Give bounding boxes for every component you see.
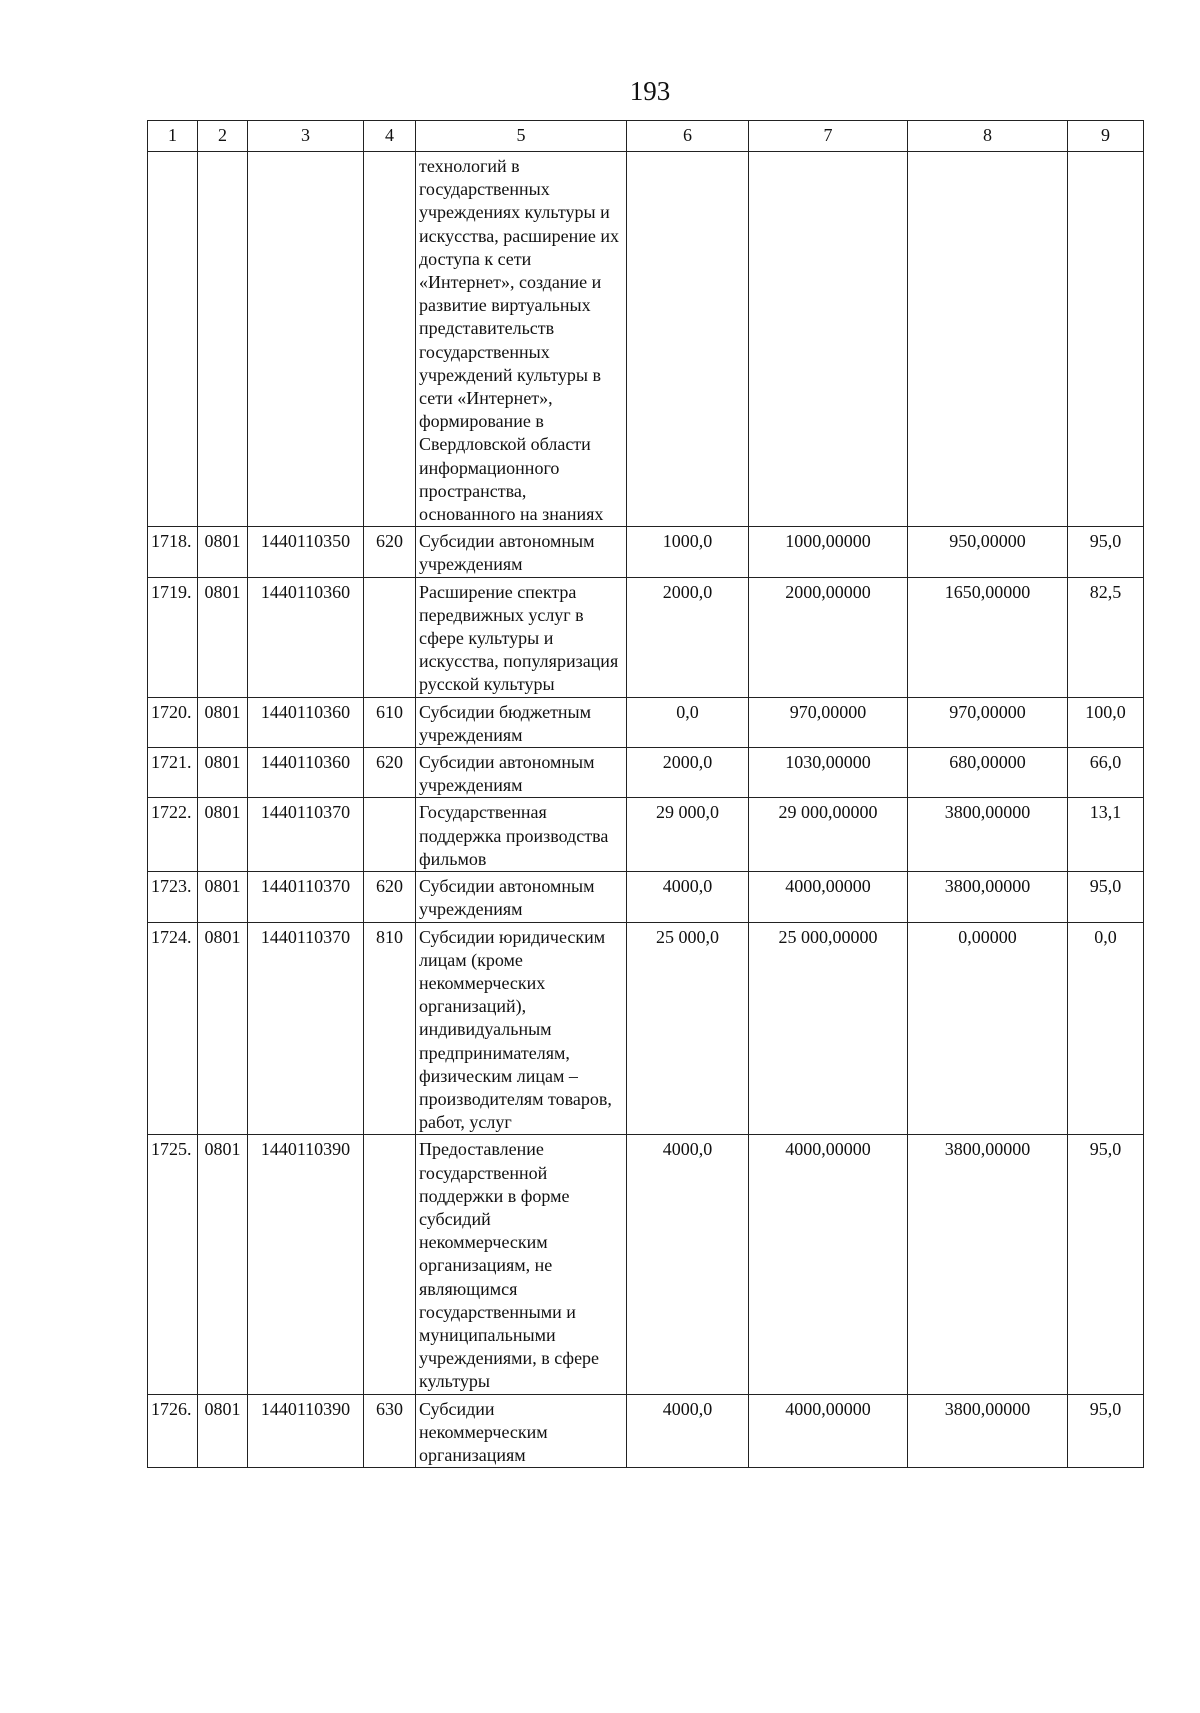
- item-name: Субсидии некоммерческим организациям: [416, 1394, 627, 1468]
- expense-type-code: [364, 152, 416, 527]
- item-name: технологий в государственных учреждениях культуры и искусства, расширение их доступа к сети «Интернет», создание и развитие виртуальных представительств государственных учреждений культуры в сети «Интернет», формирование в Свердловской области информационного пространства, основанного на знаниях: [416, 152, 627, 527]
- item-name: Расширение спектра передвижных услуг в сфере культуры и искусства, популяризация русской культуры: [416, 577, 627, 697]
- table-row: [148, 748, 1144, 798]
- refined-amount: 4000,00000: [749, 872, 908, 922]
- table-row: [148, 152, 1144, 527]
- row-number: [148, 152, 198, 527]
- executed-amount: 3800,00000: [908, 1135, 1068, 1394]
- planned-amount: 25 000,0: [627, 922, 749, 1135]
- section-code: 0801: [198, 1135, 248, 1394]
- target-code: 1440110360: [248, 697, 364, 747]
- header-row: [148, 121, 1144, 152]
- page-number: 193: [629, 76, 671, 106]
- header-col-4: 4: [364, 121, 416, 152]
- target-code: [248, 152, 364, 527]
- item-name: Предоставление государственной поддержки в форме субсидий некоммерческим организациям, не являющимся государственными и муниципальными учреждениями, в сфере культуры: [416, 1135, 627, 1394]
- header-col-6: 6: [627, 121, 749, 152]
- executed-amount: 1650,00000: [908, 577, 1068, 697]
- refined-amount: [749, 152, 908, 527]
- execution-percent: 13,1: [1068, 798, 1144, 872]
- execution-percent: 95,0: [1068, 1135, 1144, 1394]
- planned-amount: 2000,0: [627, 748, 749, 798]
- item-name: Государственная поддержка производства фильмов: [416, 798, 627, 872]
- section-code: [198, 152, 248, 527]
- expense-type-code: [364, 577, 416, 697]
- executed-amount: 0,00000: [908, 922, 1068, 1135]
- executed-amount: 3800,00000: [908, 872, 1068, 922]
- section-code: 0801: [198, 697, 248, 747]
- planned-amount: 4000,0: [627, 1394, 749, 1468]
- planned-amount: 4000,0: [627, 1135, 749, 1394]
- row-number: 1724.: [148, 922, 198, 1135]
- execution-percent: 95,0: [1068, 1394, 1144, 1468]
- item-name: Субсидии автономным учреждениям: [416, 527, 627, 577]
- expense-type-code: 620: [364, 872, 416, 922]
- row-number: 1719.: [148, 577, 198, 697]
- table-row: [148, 872, 1144, 922]
- target-code: 1440110390: [248, 1135, 364, 1394]
- execution-percent: 66,0: [1068, 748, 1144, 798]
- row-number: 1722.: [148, 798, 198, 872]
- execution-percent: 0,0: [1068, 922, 1144, 1135]
- row-number: 1725.: [148, 1135, 198, 1394]
- planned-amount: 4000,0: [627, 872, 749, 922]
- refined-amount: 4000,00000: [749, 1135, 908, 1394]
- refined-amount: 4000,00000: [749, 1394, 908, 1468]
- item-name: Субсидии бюджетным учреждениям: [416, 697, 627, 747]
- target-code: 1440110370: [248, 922, 364, 1135]
- section-code: 0801: [198, 748, 248, 798]
- table-row: [148, 798, 1144, 872]
- header-col-9: 9: [1068, 121, 1144, 152]
- row-number: 1720.: [148, 697, 198, 747]
- expense-type-code: 620: [364, 527, 416, 577]
- expense-type-code: 630: [364, 1394, 416, 1468]
- section-code: 0801: [198, 798, 248, 872]
- expense-type-code: [364, 798, 416, 872]
- target-code: 1440110370: [248, 872, 364, 922]
- header-col-1: 1: [148, 121, 198, 152]
- refined-amount: 1000,00000: [749, 527, 908, 577]
- expense-type-code: [364, 1135, 416, 1394]
- executed-amount: 950,00000: [908, 527, 1068, 577]
- expense-type-code: 620: [364, 748, 416, 798]
- planned-amount: [627, 152, 749, 527]
- section-code: 0801: [198, 922, 248, 1135]
- executed-amount: 3800,00000: [908, 798, 1068, 872]
- header-col-2: 2: [198, 121, 248, 152]
- target-code: 1440110360: [248, 577, 364, 697]
- refined-amount: 25 000,00000: [749, 922, 908, 1135]
- planned-amount: 1000,0: [627, 527, 749, 577]
- section-code: 0801: [198, 872, 248, 922]
- header-col-3: 3: [248, 121, 364, 152]
- expense-type-code: 810: [364, 922, 416, 1135]
- planned-amount: 2000,0: [627, 577, 749, 697]
- refined-amount: 2000,00000: [749, 577, 908, 697]
- row-number: 1726.: [148, 1394, 198, 1468]
- executed-amount: 3800,00000: [908, 1394, 1068, 1468]
- table-header: [148, 121, 1144, 152]
- refined-amount: 970,00000: [749, 697, 908, 747]
- target-code: 1440110360: [248, 748, 364, 798]
- target-code: 1440110390: [248, 1394, 364, 1468]
- execution-percent: [1068, 152, 1144, 527]
- table-row: [148, 1394, 1144, 1468]
- item-name: Субсидии автономным учреждениям: [416, 872, 627, 922]
- planned-amount: 29 000,0: [627, 798, 749, 872]
- execution-percent: 100,0: [1068, 697, 1144, 747]
- table-body: [148, 152, 1144, 1468]
- section-code: 0801: [198, 577, 248, 697]
- execution-percent: 82,5: [1068, 577, 1144, 697]
- table-row: [148, 527, 1144, 577]
- table-row: [148, 1135, 1144, 1394]
- row-number: 1723.: [148, 872, 198, 922]
- refined-amount: 29 000,00000: [749, 798, 908, 872]
- table-row: [148, 577, 1144, 697]
- header-col-8: 8: [908, 121, 1068, 152]
- planned-amount: 0,0: [627, 697, 749, 747]
- header-col-7: 7: [749, 121, 908, 152]
- expense-type-code: 610: [364, 697, 416, 747]
- target-code: 1440110370: [248, 798, 364, 872]
- refined-amount: 1030,00000: [749, 748, 908, 798]
- item-name: Субсидии юридическим лицам (кроме некоммерческих организаций), индивидуальным предпринимателям, физическим лицам – производителям товаров, работ, услуг: [416, 922, 627, 1135]
- section-code: 0801: [198, 527, 248, 577]
- target-code: 1440110350: [248, 527, 364, 577]
- row-number: 1721.: [148, 748, 198, 798]
- row-number: 1718.: [148, 527, 198, 577]
- section-code: 0801: [198, 1394, 248, 1468]
- header-col-5: 5: [416, 121, 627, 152]
- table-row: [148, 697, 1144, 747]
- executed-amount: 970,00000: [908, 697, 1068, 747]
- executed-amount: 680,00000: [908, 748, 1068, 798]
- table-row: [148, 922, 1144, 1135]
- item-name: Субсидии автономным учреждениям: [416, 748, 627, 798]
- budget-table: [147, 120, 1144, 1468]
- execution-percent: 95,0: [1068, 527, 1144, 577]
- executed-amount: [908, 152, 1068, 527]
- execution-percent: 95,0: [1068, 872, 1144, 922]
